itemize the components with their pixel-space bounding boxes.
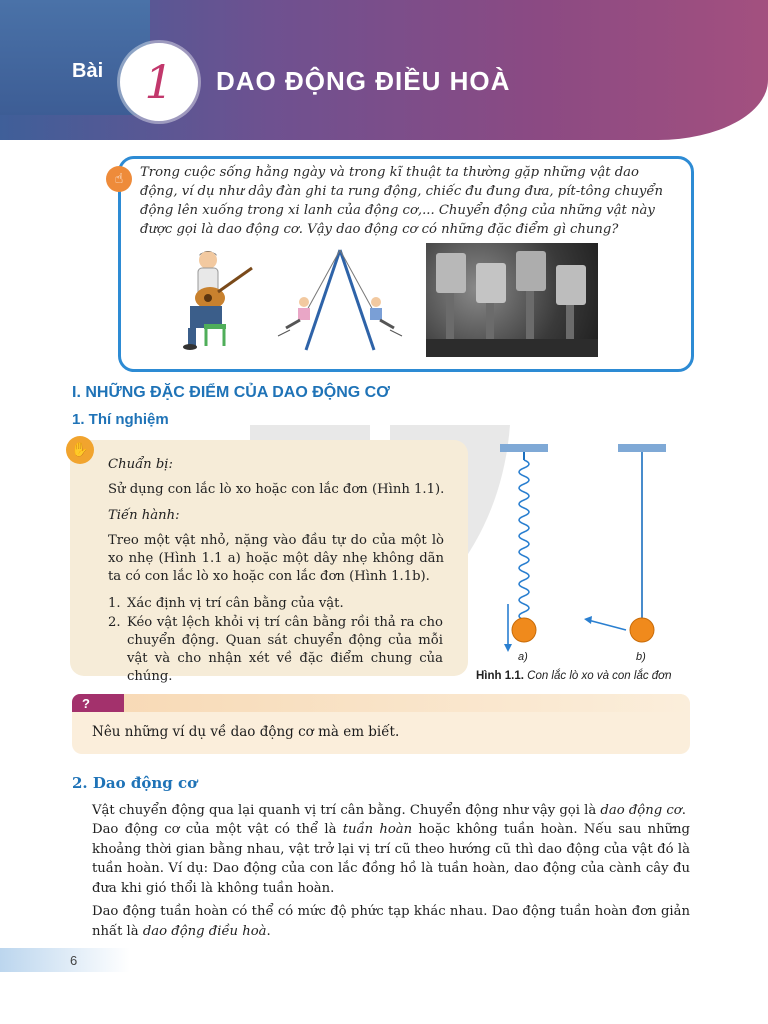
intro-text: Trong cuộc sống hằng ngày và trong kĩ thuật ta thường gặp những vật dao động, ví dụ như dây đàn ghi ta rung động, chiếc đu đung đưa, pít-tông chuyển động lên xuống trong xi lanh của động cơ,... Chuyển động của những vật này được gọi là dao động cơ. Vậy dao động cơ có những đặc điểm gì chung? xyxy=(140,165,663,237)
text-run: . xyxy=(266,923,271,939)
lesson-title: DAO ĐỘNG ĐIỀU HOÀ xyxy=(216,66,511,96)
figure-pendulums xyxy=(470,440,710,670)
pistons-graphic xyxy=(426,243,598,357)
question-tag: ? xyxy=(72,694,124,712)
term-periodic: tuần hoàn xyxy=(342,822,413,837)
procedure-label: Tiến hành: xyxy=(108,508,180,523)
spring-coil xyxy=(519,460,529,636)
page-number: 6 xyxy=(70,953,78,968)
subsection-heading-oscillation: 2. Dao động cơ xyxy=(72,774,198,792)
term-harmonic-oscillation: dao động điều hoà xyxy=(142,923,267,939)
footer-bar xyxy=(0,948,130,972)
spring-mass-ball xyxy=(512,618,536,642)
paragraph-1 xyxy=(92,801,690,821)
step-number: 1. xyxy=(108,596,121,611)
figure-label-b: b) xyxy=(636,651,646,663)
step-number: 2. xyxy=(108,615,121,630)
hand-icon: ☝ xyxy=(106,166,132,192)
prep-text: Sử dụng con lắc lò xo hoặc con lắc đơn (Hình 1.1). xyxy=(108,482,445,497)
text-run: Vật chuyển động qua lại quanh vị trí cân bằng. Chuyển động như vậy gọi là xyxy=(92,803,601,818)
figure-caption xyxy=(476,670,672,682)
question-box-bar xyxy=(72,694,690,712)
text-run: Dao động tuần hoàn có thể có mức độ phức tạp khác nhau. Dao động tuần hoàn đơn giản nhất là xyxy=(92,904,690,939)
term-mechanical-oscillation: dao động cơ xyxy=(600,803,682,818)
paragraph-2 xyxy=(92,820,690,898)
spring-support xyxy=(500,444,548,452)
pendulum-support xyxy=(618,444,666,452)
figure-label-a: a) xyxy=(518,651,528,663)
lesson-prefix: Bài xyxy=(72,60,104,82)
lesson-number-badge xyxy=(120,43,198,121)
swing-illustration xyxy=(270,246,410,354)
lesson-number: 1 xyxy=(144,55,174,109)
procedure-text: Treo một vật nhỏ, nặng vào đầu tự do của một lò xo nhẹ (Hình 1.1 a) hoặc một dây nhẹ không dãn ta có con lắc lò xo hoặc con lắc đơn (Hình 1.1b). xyxy=(108,533,444,584)
section-heading: I. NHỮNG ĐẶC ĐIỂM CỦA DAO ĐỘNG CƠ xyxy=(72,384,390,401)
engine-pistons-photo xyxy=(426,243,598,357)
pendulum-ball xyxy=(630,618,654,642)
prep-label: Chuẩn bị: xyxy=(108,457,173,472)
hand-icon: ✋ xyxy=(66,436,94,464)
step-text: Kéo vật lệch khỏi vị trí cân bằng rồi thả ra cho chuyển động. Quan sát chuyển động của mỗi vật và cho nhận xét về đặc điểm chung của chúng. xyxy=(127,615,443,684)
question-text: Nêu những ví dụ về dao động cơ mà em biết. xyxy=(92,724,400,740)
text-run: Dao động cơ của một vật có thể là xyxy=(92,822,343,837)
subsection-heading-experiment: 1. Thí nghiệm xyxy=(72,411,169,428)
text-run: . xyxy=(681,803,686,818)
text-run: hoặc không tuần hoàn. Nếu sau những khoảng thời gian bằng nhau, vật trở lại vị trí cũ theo hướng cũ thì dao động của vật đó là tuần hoàn. Ví dụ: Dao động của con lắc đồng hồ là tuần hoàn, dao động của cành cây đu đưa khi gió thổi là không tuần hoàn. xyxy=(92,822,690,896)
guitar-player-illustration xyxy=(170,246,260,351)
figure-caption-text: Con lắc lò xo và con lắc đơn xyxy=(527,670,672,682)
step-text: Xác định vị trí cân bằng của vật. xyxy=(127,596,344,611)
paragraph-3 xyxy=(92,902,690,941)
figure-caption-number: Hình 1.1. xyxy=(476,670,524,682)
